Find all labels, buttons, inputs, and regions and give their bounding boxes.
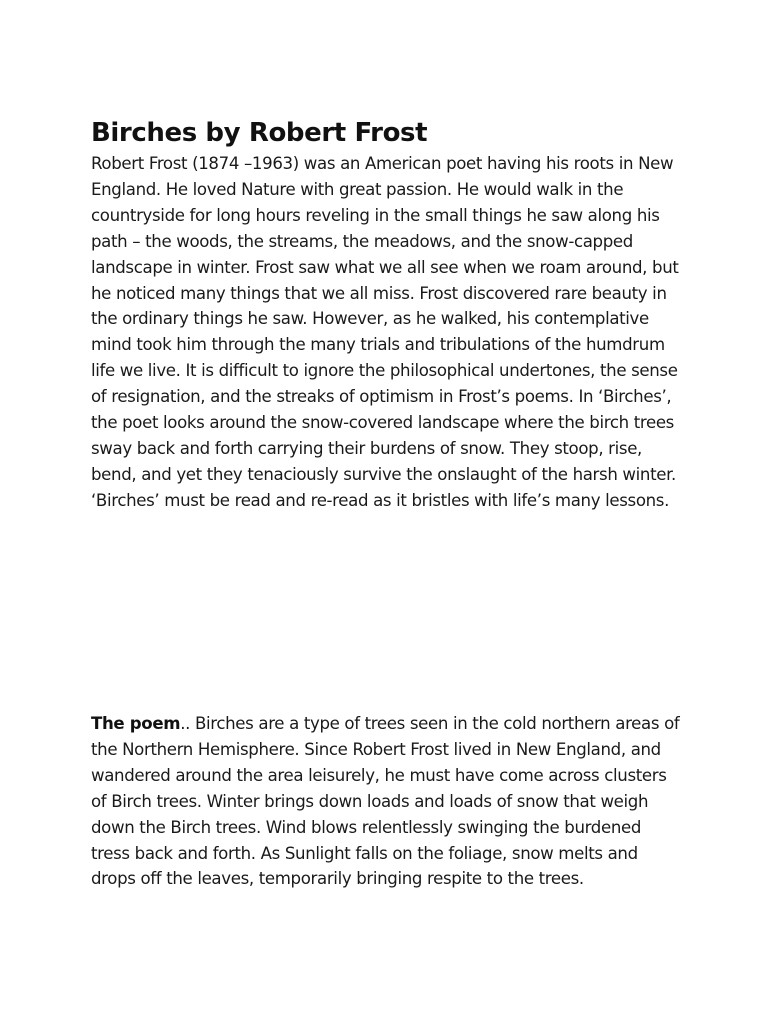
poem-lead: The poem (91, 714, 181, 733)
intro-paragraph: Robert Frost (1874 –1963) was an American poet having his roots in New England. He loved Nature with great passion. He would walk in the countryside for long hours reveling in the small things he saw along his path – the woods, the streams, the meadows, and the snow-capped landscape in winter. Frost saw what we all see when we roam around, but he noticed many things that we all miss. Frost discovered rare beauty in the ordinary things he saw. However, as he walked, his contemplative mind took him through the many trials and tribulations of the humdrum life we live. It is difficult to ignore the philosophical undertones, the sense of resignation, and the streaks of optimism in Frost’s poems. In ‘Birches’, the poet looks around the snow-covered landscape where the birch trees sway back and forth carrying their burdens of snow. They stoop, rise, bend, and yet they tenaciously survive the onslaught of the harsh winter. ‘Birches’ must be read and re-read as it bristles with life’s many lessons. (91, 154, 679, 510)
poem-text: .. Birches are a type of trees seen in the cold northern areas of the Northern Hemisphere. Since Robert Frost lived in New England, and wandered around the area leisurely, he must have come across clusters of Birch trees. Winter brings down loads and loads of snow that weigh down the Birch trees. Wind blows relentlessly swinging the burdened tress back and forth. As Sunlight falls on the foliage, snow melts and drops off the leaves, temporarily bringing respite to the trees. (91, 714, 680, 889)
poem-paragraph (91, 711, 681, 892)
document-title: Birches by Robert Frost (91, 118, 428, 148)
